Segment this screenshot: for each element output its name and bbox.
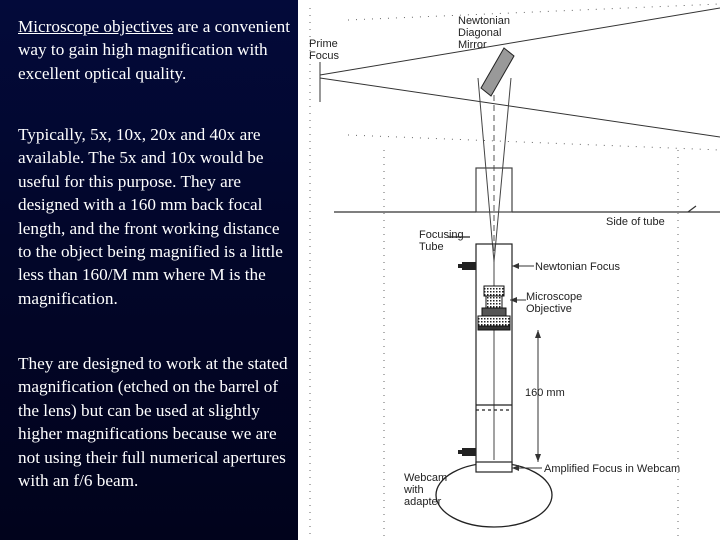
newtonian-mirror-label — [458, 15, 510, 51]
microscope-objective-label — [526, 291, 582, 315]
dotted-beam-edges — [348, 4, 720, 150]
webcam-adapter — [476, 462, 512, 472]
intro-paragraph — [18, 15, 294, 85]
newtonian-mirror-label-3: Mirror — [458, 39, 487, 51]
availability-paragraph: Typically, 5x, 10x, 20x and 40x are available. The 5x and 10x would be useful for this purpose. They are designed with a 160 mm back focal length, and the front working distance to the object being magnified is a little less than 160/M mm where M is the magnification. — [18, 125, 283, 308]
side-of-tube — [334, 206, 720, 212]
microscope-objective — [478, 286, 510, 330]
side-of-tube-label: Side of tube — [606, 216, 665, 228]
incoming-beam — [320, 8, 720, 137]
focusing-tube-label-2: Tube — [419, 241, 444, 253]
focusing-tube-label-1: Focusing — [419, 229, 464, 241]
telescope-diagram — [298, 0, 720, 540]
magnification-paragraph: They are designed to work at the stated magnification (etched on the barrel of the lens) but can be used at slightly higher magnifications because we are not using their full numerical apertures with an f/6 beam. — [18, 354, 288, 491]
newtonian-mirror-label-1: Newtonian — [458, 15, 510, 27]
text-panel — [0, 0, 298, 540]
newtonian-mirror-label-2: Diagonal — [458, 27, 502, 39]
webcam-label-2: with — [404, 484, 424, 496]
webcam-label-3: adapter — [404, 496, 442, 508]
focusing-knob-lower — [458, 448, 476, 456]
newtonian-focus-label: Newtonian Focus — [535, 261, 620, 273]
microscope-objective-label-2: Objective — [526, 303, 572, 315]
microscope-objective-label-1: Microscope — [526, 291, 583, 303]
focusing-tube-label — [419, 229, 464, 253]
intro-paragraph-text: are a convenient way to gain high magnification with excellent optical quality. — [18, 17, 291, 83]
distance-label: 160 mm — [525, 387, 565, 399]
microscope-objectives-link[interactable]: Microscope objectives — [18, 17, 174, 36]
prime-focus-label-1: Prime — [309, 38, 338, 50]
webcam — [436, 463, 552, 527]
amplified-focus-label: Amplified Focus in Webcam — [544, 463, 681, 475]
webcam-label-1: Webcam — [404, 472, 448, 484]
prime-focus-label — [309, 38, 339, 62]
diagonal-mirror — [481, 48, 514, 96]
focusing-knob-upper — [458, 262, 476, 270]
prime-focus-label-2: Focus — [309, 50, 339, 62]
